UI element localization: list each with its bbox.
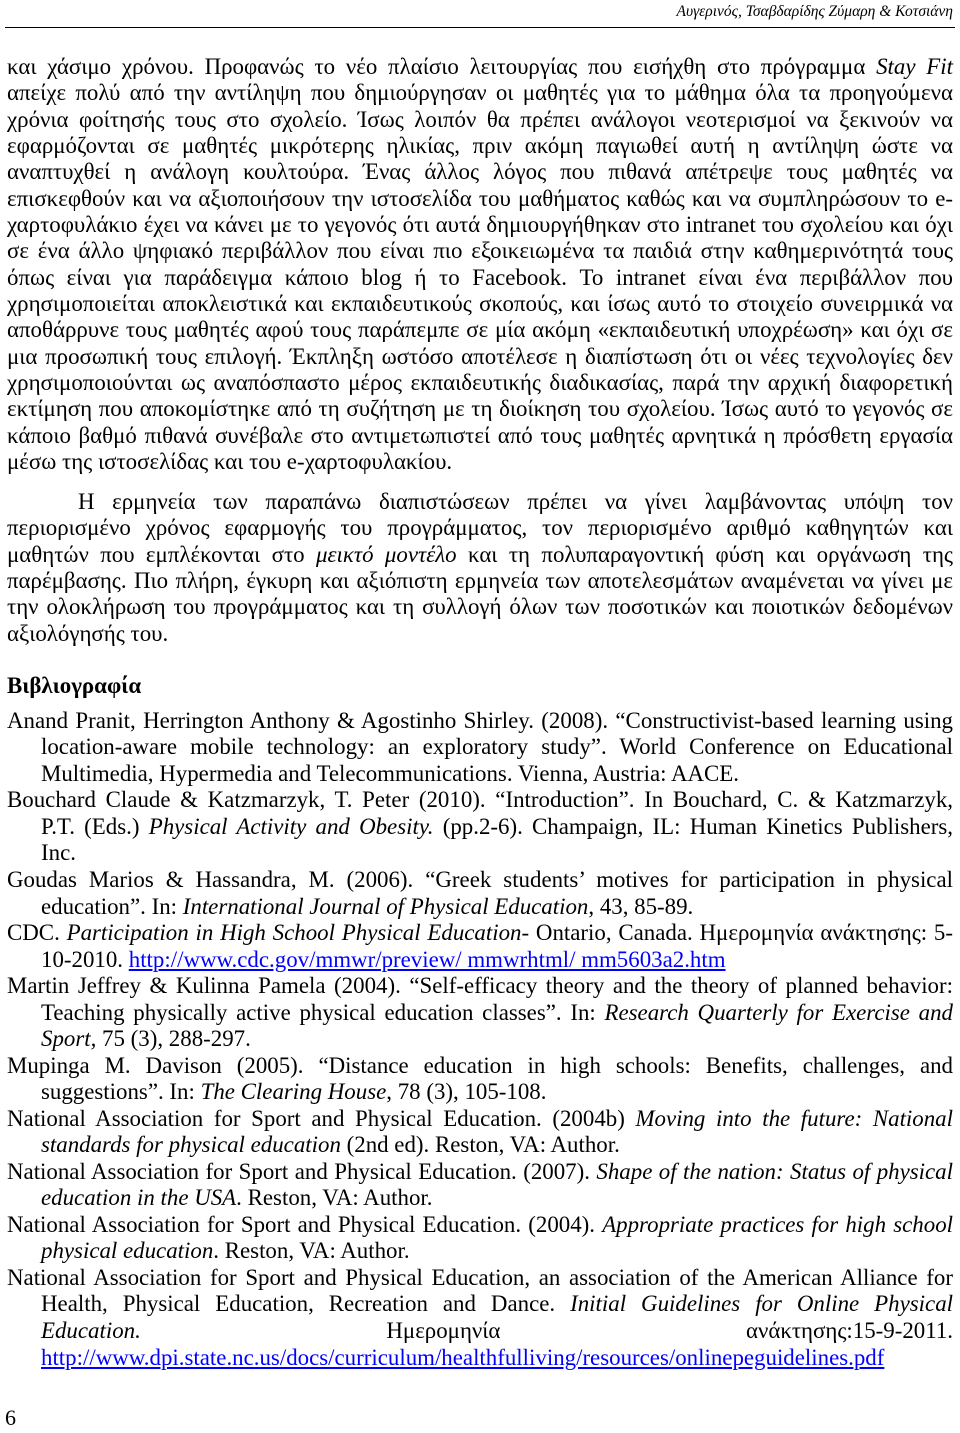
text-run: Goudas Marios & Hassandra, M. (2006). “Greek students’ motives for participation in physical: [7, 866, 953, 892]
reference-entry: [7, 867, 953, 920]
text-run: Martin Jeffrey & Kulinna Pamela (2004). “Self-efficacy theory and the theory of planned behavior:: [7, 973, 953, 999]
text-run: επισκεφθούν και να αξιοποιήσουν την ιστοσελίδα του μαθήματος καθώς και να συμπληρώσουν το e-: [7, 185, 953, 211]
reference-entry: [7, 1106, 953, 1159]
text-run: μια προσωπική τους επιλογή. Έκπληξη ωστόσο αποτέλεσε η διαπίστωση ότι οι νέες τεχνολογίες δεν: [7, 343, 953, 369]
text-line: [7, 1212, 953, 1239]
text-run: Ημερομηνία ανάκτησης:15-9-2011.: [140, 1318, 953, 1344]
italic-text: μεικτό μοντέλο: [316, 541, 457, 567]
bibliography-heading: Βιβλιογραφία: [7, 673, 142, 698]
text-run: Mupinga M. Davison (2005). “Distance education in high schools: Benefits, challenges, and: [7, 1052, 953, 1078]
text-line: [7, 212, 953, 238]
text-run: Η ερμηνεία των παραπάνω διαπιστώσεων πρέπει να γίνει λαμβάνοντας υπόψη τον: [78, 488, 953, 514]
text-run: P.T. (Eds.): [41, 813, 149, 839]
text-line: [7, 1053, 953, 1080]
reference-entry: [7, 1159, 953, 1212]
text-run: αποθάρρυνε τους μαθητές αφού τους παράπεμπε σε μία ακόμη «εκπαιδευτική υποχρέωση» και όχι σε: [7, 317, 953, 343]
text-run: χρησιμοποιείται αποκλειστικά και εκπαιδευτικούς σκοπούς, και ίσως αυτό το στοιχείο συνειρμικά να: [7, 291, 953, 317]
text-run: χαρτοφυλάκιο έχει να κάνει με το γεγονός ότι αυτά δημιουργήθηκαν στο intranet του σχολείου και όχι: [7, 212, 953, 238]
italic-text: Research Quarterly for Exercise and: [604, 999, 953, 1025]
text-line: [7, 54, 953, 80]
text-line: [7, 449, 953, 475]
text-line: [7, 621, 953, 647]
italic-text: Initial Guidelines for Online Physical: [570, 1291, 953, 1317]
text-line: [7, 159, 953, 185]
reference-entry: [7, 787, 953, 867]
text-run: όπως είναι για παράδειγμα κάποιο blog ή το Facebook. Το intranet είναι ένα περιβάλλον που: [7, 264, 953, 290]
text-run: National Association for Sport and Physical Education, an association of the American Alliance for: [7, 1264, 953, 1290]
text-run: National Association for Sport and Physical Education. (2004).: [7, 1211, 603, 1237]
text-line: [7, 1106, 953, 1133]
text-run: National Association for Sport and Physical Education. (2004b): [7, 1105, 636, 1131]
text-line: [41, 1291, 953, 1318]
text-run: , 78 (3), 105-108.: [386, 1079, 547, 1105]
text-run: εκτίμηση που αποκομίστηκε από τη συζήτηση με τη διοίκηση του σχολείου. Ίσως αυτό το γεγονός σε: [7, 396, 953, 422]
text-run: μέσω της ιστοσελίδας και του e-χαρτοφυλακίου.: [7, 449, 453, 475]
text-line: [78, 489, 953, 515]
text-line: [7, 238, 953, 264]
text-line: [7, 568, 953, 594]
text-run: και τη πολυπαραγοντική φύση και οργάνωση της: [456, 541, 954, 567]
text-run: education”. In:: [41, 893, 183, 919]
text-run: Inc.: [41, 840, 76, 866]
italic-text: The Clearing House: [200, 1079, 387, 1105]
text-line: [7, 344, 953, 370]
text-line: [7, 423, 953, 449]
italic-text: Participation in High School Physical Education-: [66, 920, 530, 946]
text-line: [7, 265, 953, 291]
italic-text: Education.: [41, 1318, 141, 1344]
text-line: [7, 973, 953, 1000]
running-title: Αυγερινός, Τσαβδαρίδης Ζύμαρη & Κοτσιάνη: [676, 3, 953, 20]
text-run: και χάσιμο χρόνου. Προφανώς το νέο πλαίσιο λειτουργίας που εισήχθη στο πρόγραμμα: [7, 54, 877, 79]
text-run: χρησιμοποιούνται ως αναπόσπαστο μέρος εκπαιδευτικής διαδικασίας, παρά την αρχική διαφορετική: [7, 370, 953, 396]
text-run: σε ένα άλλο ψηφιακό περιβάλλον που είναι πιο εξοικειωμένα τα παιδιά στην καθημερινότητά τους: [7, 238, 953, 264]
url-link[interactable]: http://www.dpi.state.nc.us/docs/curriculum/healthfulliving/resources/onlinepeguidelines.pdf: [41, 1344, 885, 1370]
reference-entry: [7, 920, 953, 973]
text-line: [41, 947, 953, 974]
text-run: (pp.2-6). Champaign, IL: Human Kinetics Publishers,: [433, 813, 954, 839]
header-rule: [5, 27, 955, 28]
text-line: [41, 1079, 953, 1106]
text-line: [41, 734, 953, 761]
text-line: [7, 80, 953, 106]
text-line: [7, 920, 953, 947]
text-run: . Reston, VA: Author.: [213, 1238, 410, 1264]
text-run: 75 (3), 288-297.: [96, 1026, 251, 1052]
running-header: [676, 2, 953, 22]
italic-text: International Journal of Physical Education: [182, 893, 589, 919]
text-run: 10-2010.: [41, 946, 129, 972]
text-line: [41, 1000, 953, 1027]
text-run: παρέμβασης. Πιο πλήρη, έγκυρη και αξιόπιστη ερμηνεία των αποτελεσμάτων αναμένεται να γίνει με: [7, 567, 953, 593]
text-run: , 43, 85-89.: [588, 893, 694, 919]
body-paragraph: [7, 54, 953, 476]
text-line: [7, 708, 953, 735]
reference-entry: [7, 1212, 953, 1265]
text-line: [41, 840, 953, 867]
text-run: την ολοκλήρωση του προγράμματος και τη συλλογή όλων των ποσοτικών και ποιοτικών δεδομένων: [7, 594, 953, 620]
reference-entry: [7, 1053, 953, 1106]
text-line: [41, 1185, 953, 1212]
text-line: [41, 761, 953, 788]
italic-text: Appropriate practices for high school: [602, 1211, 953, 1237]
text-line: [7, 594, 953, 620]
reference-list: [7, 708, 953, 1371]
text-run: location-aware mobile technology: an exploratory study”. World Conference on Educational: [41, 734, 953, 760]
url-link[interactable]: http://www.cdc.gov/mmwr/preview/ mmwrhtml/ mm5603a2.htm: [128, 946, 726, 972]
text-line: [7, 107, 953, 133]
text-line: [41, 1132, 953, 1159]
text-line: [7, 787, 953, 814]
text-line: [7, 515, 953, 541]
text-run: National Association for Sport and Physical Education. (2007).: [7, 1158, 597, 1184]
text-run: suggestions”. In:: [41, 1079, 201, 1105]
italic-text: Sport,: [41, 1026, 97, 1052]
body-text: [7, 54, 953, 647]
reference-entry: [7, 973, 953, 1053]
text-run: CDC.: [7, 920, 67, 946]
text-line: [7, 133, 953, 159]
text-line: [7, 867, 953, 894]
text-run: Teaching physically active physical education classes”. In:: [41, 999, 605, 1025]
text-line: [7, 186, 953, 212]
text-line: [41, 894, 953, 921]
text-run: Multimedia, Hypermedia and Telecommunications. Vienna, Austria: AACE.: [41, 760, 740, 786]
text-line: [41, 1238, 953, 1265]
italic-text: Moving into the future: National: [635, 1105, 953, 1131]
text-line: [41, 814, 953, 841]
text-run: . Reston, VA: Author.: [236, 1185, 433, 1211]
text-run: απείχε πολύ από την αντίληψη που δημιούργησαν οι μαθητές για το μάθημα όλα τα προηγούμενα: [7, 80, 953, 106]
text-run: περιορισμένο χρόνος εφαρμογής του προγράμματος, τον περιορισμένο αριθμό καθηγητών και: [7, 515, 953, 541]
text-run: μαθητών που εμπλέκονται στο: [7, 541, 317, 567]
text-run: χρόνια φοίτησής τους στο σχολείο. Ίσως λοιπόν θα πρέπει ανάλογοι νεοτερισμοί να ξεκινούν να: [7, 106, 953, 132]
body-paragraph: [7, 489, 953, 647]
italic-text: education in the USA: [41, 1185, 237, 1211]
italic-text: physical education: [41, 1238, 214, 1264]
text-line: [7, 291, 953, 317]
text-line: [7, 1265, 953, 1292]
text-line: [41, 1026, 953, 1053]
text-line: [7, 1159, 953, 1186]
text-line: [7, 396, 953, 422]
reference-entry: [7, 708, 953, 788]
text-run: αξιολόγησής του.: [7, 620, 169, 646]
page-number: 6: [5, 1405, 16, 1430]
text-run: (2nd ed). Reston, VA: Author.: [340, 1132, 620, 1158]
text-run: εφαρμόζονται σε μαθητές μικρότερης ηλικίας, πριν ακόμη παγιωθεί αυτή η αντίληψη ώστε να: [7, 133, 953, 159]
text-line: [41, 1318, 953, 1345]
text-run: Health, Physical Education, Recreation and Dance.: [41, 1291, 571, 1317]
italic-text: Physical Activity and Obesity.: [148, 813, 434, 839]
text-line: [41, 1345, 953, 1372]
italic-text: Shape of the nation: Status of physical: [596, 1158, 953, 1184]
text-run: Bouchard Claude & Katzmarzyk, T. Peter (2010). “Introduction”. In Bouchard, C. & Katzmarzyk,: [7, 787, 953, 813]
text-line: [7, 317, 953, 343]
text-line: [7, 542, 953, 568]
text-line: [7, 370, 953, 396]
text-run: κάποιο βαθμό πιθανά συνέβαλε στο αντιμετωπιστεί από τους μαθητές αρνητικά η πρόσθετη εργασία: [7, 422, 953, 448]
text-run: Ontario, Canada. Ημερομηνία ανάκτησης: 5-: [529, 920, 953, 946]
italic-text: Stay Fit: [876, 54, 953, 79]
reference-entry: [7, 1265, 953, 1371]
text-run: αναπτυχθεί η ανάλογη κουλτούρα. Ένας άλλος λόγος που πιθανά απέτρεψε τους μαθητές να: [7, 159, 953, 185]
text-run: Anand Pranit, Herrington Anthony & Agostinho Shirley. (2008). “Constructivist-based learning using: [7, 707, 953, 733]
italic-text: standards for physical education: [41, 1132, 341, 1158]
